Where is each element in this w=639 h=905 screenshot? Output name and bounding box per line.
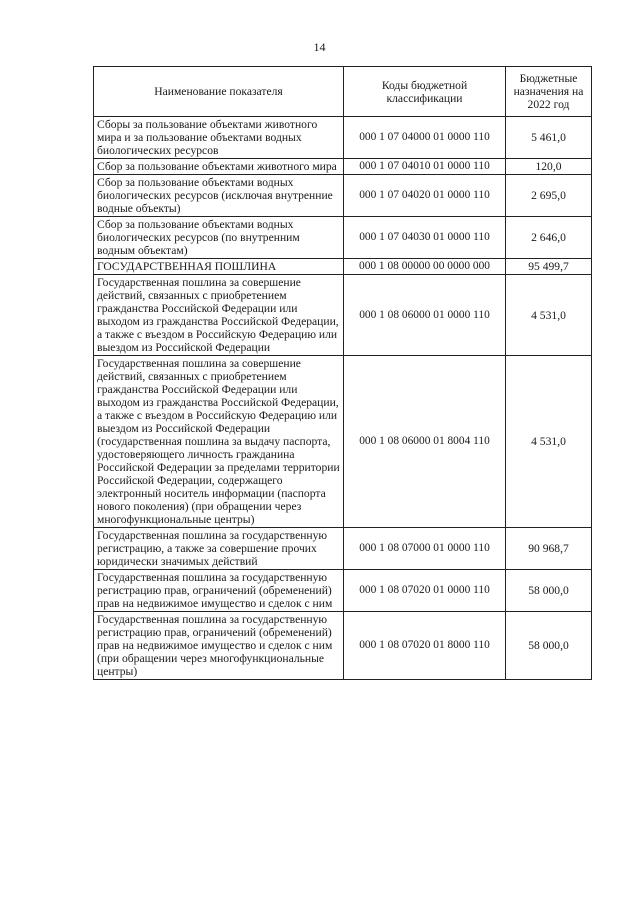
row-code: 000 1 08 07020 01 0000 110 xyxy=(344,570,506,612)
table-row xyxy=(94,356,592,528)
row-amount: 2 646,0 xyxy=(506,217,592,259)
header-amount: Бюджетные назначения на 2022 год xyxy=(506,67,592,117)
table-row xyxy=(94,259,592,275)
table-row xyxy=(94,612,592,680)
row-name: Государственная пошлина за совершение действий, связанных с приобретением гражданства Российской Федерации или выходом из гражданства Российской Федерации, а также с въездом в Российскую Федерацию или выездом из Российской Федерации (государственная пошлина за выдачу паспорта, удостоверяющего личность гражданина Российской Федерации за пределами территории Российской Федерации, содержащего электронный носитель информации (паспорта нового поколения) (при обращении через многофункциональные центры) xyxy=(94,356,344,528)
table-row xyxy=(94,528,592,570)
row-name: Сбор за пользование объектами животного мира xyxy=(94,159,344,175)
row-name: Государственная пошлина за государственную регистрацию прав, ограничений (обременений) прав на недвижимое имущество и сделок с ним xyxy=(94,570,344,612)
table-row xyxy=(94,217,592,259)
row-amount: 2 695,0 xyxy=(506,175,592,217)
row-name: Сбор за пользование объектами водных биологических ресурсов (исключая внутренние водные объекты) xyxy=(94,175,344,217)
row-code: 000 1 08 00000 00 0000 000 xyxy=(344,259,506,275)
row-name: ГОСУДАРСТВЕННАЯ ПОШЛИНА xyxy=(94,259,344,275)
row-amount: 58 000,0 xyxy=(506,612,592,680)
row-code: 000 1 07 04020 01 0000 110 xyxy=(344,175,506,217)
row-name: Сбор за пользование объектами водных биологических ресурсов (по внутренним водным объектам) xyxy=(94,217,344,259)
row-name: Сборы за пользование объектами животного мира и за пользование объектами водных биологических ресурсов xyxy=(94,117,344,159)
row-name: Государственная пошлина за совершение действий, связанных с приобретением гражданства Российской Федерации или выходом из гражданства Российской Федерации, а также с въездом в Российскую Федерацию или выездом из Российской Федерации xyxy=(94,275,344,356)
table-row xyxy=(94,570,592,612)
row-amount: 120,0 xyxy=(506,159,592,175)
row-amount: 90 968,7 xyxy=(506,528,592,570)
table-row xyxy=(94,159,592,175)
table-row xyxy=(94,175,592,217)
row-code: 000 1 08 06000 01 8004 110 xyxy=(344,356,506,528)
row-amount: 4 531,0 xyxy=(506,275,592,356)
budget-table xyxy=(93,66,592,680)
row-amount: 5 461,0 xyxy=(506,117,592,159)
row-amount: 58 000,0 xyxy=(506,570,592,612)
row-amount: 4 531,0 xyxy=(506,356,592,528)
table-header-row xyxy=(94,67,592,117)
row-name: Государственная пошлина за государственную регистрацию прав, ограничений (обременений) прав на недвижимое имущество и сделок с ним (при обращении через многофункциональные центры) xyxy=(94,612,344,680)
row-name: Государственная пошлина за государственную регистрацию, а также за совершение прочих юридически значимых действий xyxy=(94,528,344,570)
table-row xyxy=(94,117,592,159)
row-code: 000 1 08 07000 01 0000 110 xyxy=(344,528,506,570)
row-code: 000 1 07 04010 01 0000 110 xyxy=(344,159,506,175)
row-code: 000 1 08 07020 01 8000 110 xyxy=(344,612,506,680)
header-code: Коды бюджетной классификации xyxy=(344,67,506,117)
row-amount: 95 499,7 xyxy=(506,259,592,275)
row-code: 000 1 07 04030 01 0000 110 xyxy=(344,217,506,259)
page-number: 14 xyxy=(313,40,326,54)
header-name: Наименование показателя xyxy=(94,67,344,117)
row-code: 000 1 08 06000 01 0000 110 xyxy=(344,275,506,356)
table-row xyxy=(94,275,592,356)
row-code: 000 1 07 04000 01 0000 110 xyxy=(344,117,506,159)
